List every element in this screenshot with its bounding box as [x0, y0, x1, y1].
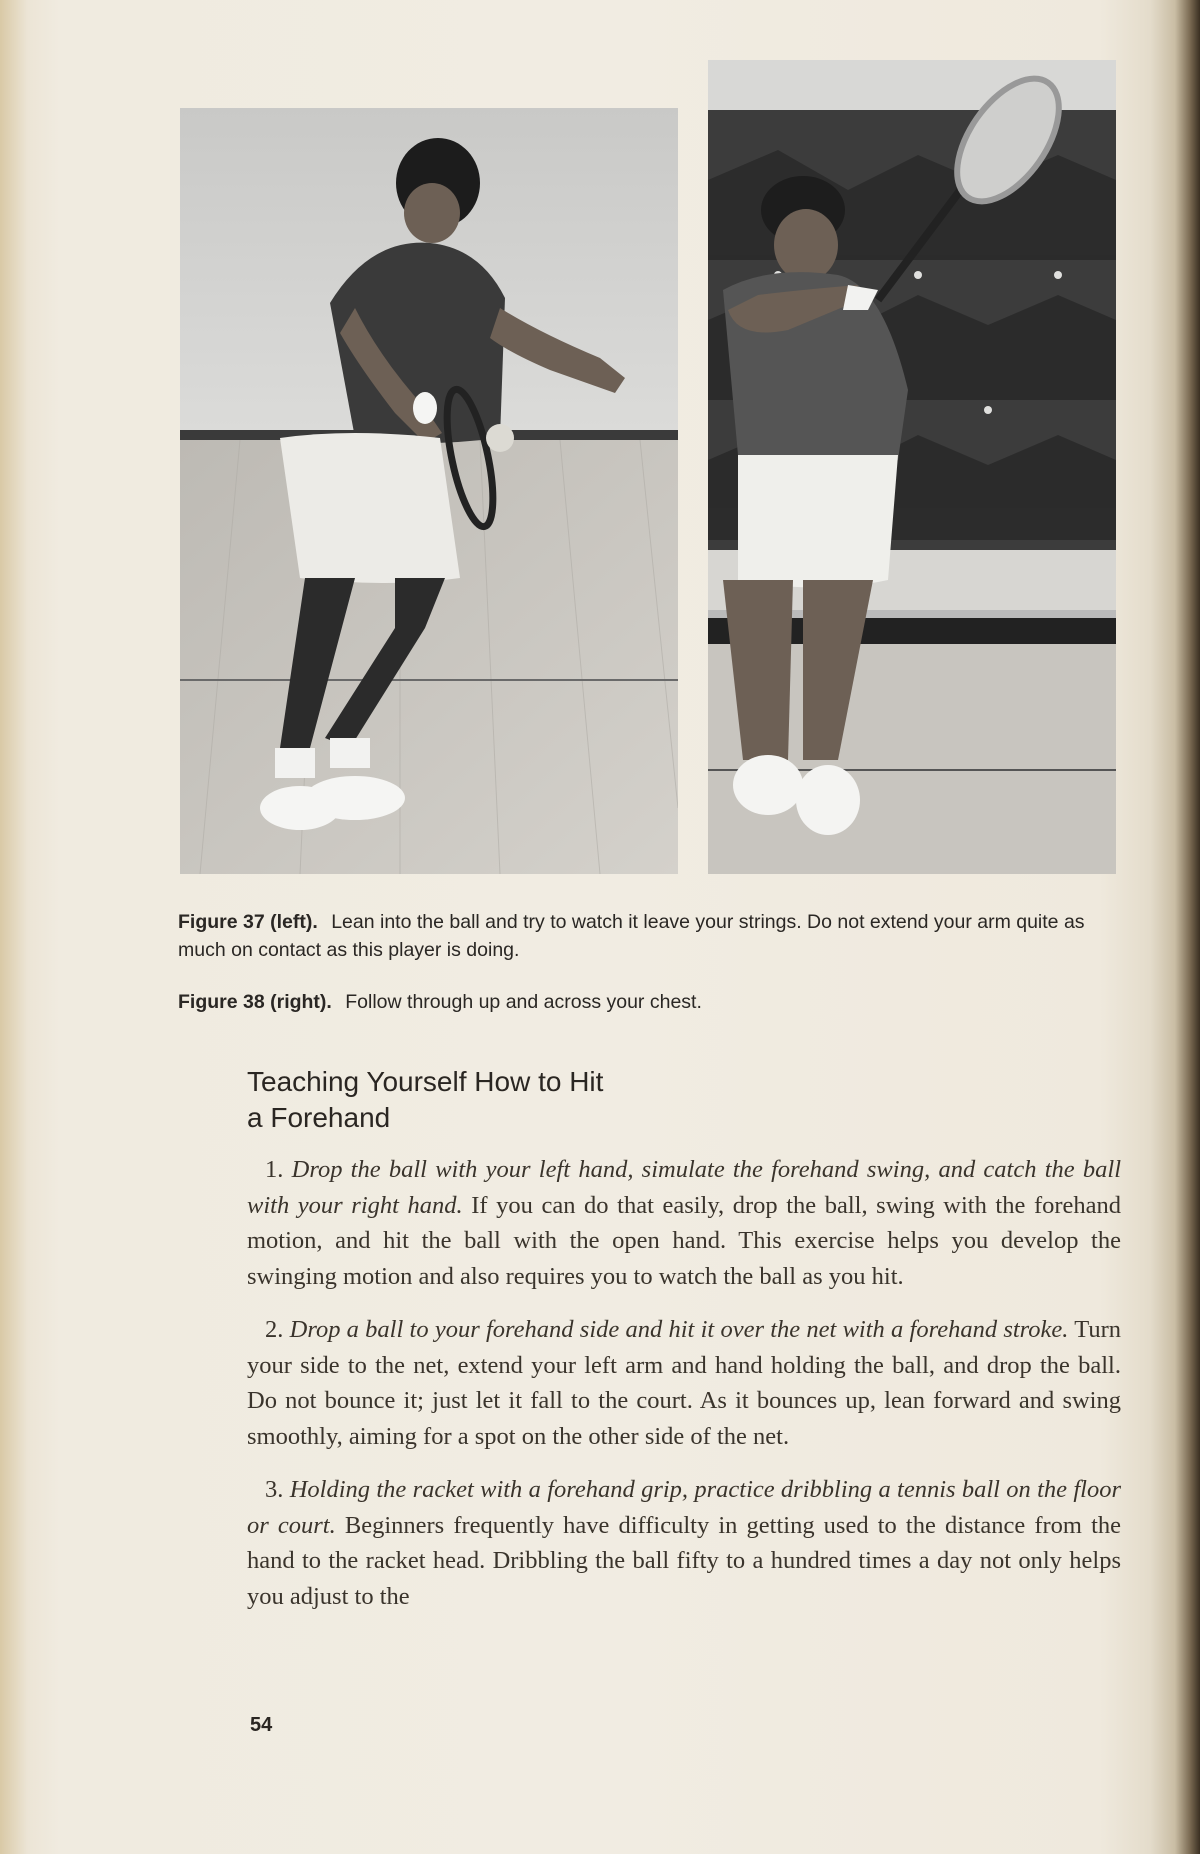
figure-37-photo: [180, 108, 678, 874]
paragraph-1-italic: Drop the ball with your left hand, simulate the forehand swing, and catch the ball with your right hand.: [247, 1156, 1122, 1219]
paragraph-2-text: Turn your side to the net, extend your left arm and hand holding the ball, and drop the ball. Do not bounce it; just let it fall to the court. As it bounces up, lean forward and swing smoothly, aiming for a spot on the other side of the net.: [247, 1316, 1121, 1450]
page-number: 54: [250, 1714, 273, 1736]
figure-38-photo: [708, 60, 1116, 874]
paragraph-3-italic: Holding the racket with a forehand grip, practice dribbling a tennis ball on the floor or court.: [247, 1476, 1122, 1539]
paragraph-2-italic: Drop a ball to your forehand side and hit it over the net with a forehand stroke.: [289, 1316, 1069, 1343]
body-text: [247, 1152, 1121, 1632]
figure-38-text: Follow through up and across your chest.: [345, 991, 702, 1013]
paragraph-3-number: 3.: [265, 1476, 284, 1503]
paragraph-1-text: If you can do that easily, drop the ball, swing with the forehand motion, and hit the ball with the open hand. This exercise helps you develop the swinging motion and also requires you to watch the ball as you hit.: [247, 1191, 1122, 1290]
figure-38-label: Figure 38 (right).: [178, 991, 332, 1013]
paragraph-1: [247, 1152, 1121, 1294]
figure-38-caption: [178, 988, 1126, 1016]
paragraph-2-number: 2.: [265, 1316, 284, 1343]
figure-37-caption: [178, 908, 1126, 964]
section-heading: [247, 1064, 947, 1136]
paragraph-2: [247, 1312, 1121, 1454]
section-heading-line-1: Teaching Yourself How to Hit: [247, 1066, 604, 1097]
figure-captions: [178, 908, 1126, 1040]
figure-37-text: Lean into the ball and try to watch it leave your strings. Do not extend your arm quite as much on contact as this player is doing.: [178, 911, 1085, 961]
paragraph-3-text: Beginners frequently have difficulty in getting used to the distance from the hand to the racket head. Dribbling the ball fifty to a hundred times a day not only helps you adjust to the: [247, 1511, 1122, 1610]
figure-37-label: Figure 37 (left).: [178, 911, 318, 933]
section-heading-line-2: a Forehand: [247, 1102, 391, 1133]
paragraph-1-number: 1.: [265, 1156, 284, 1183]
paragraph-3: [247, 1472, 1121, 1614]
